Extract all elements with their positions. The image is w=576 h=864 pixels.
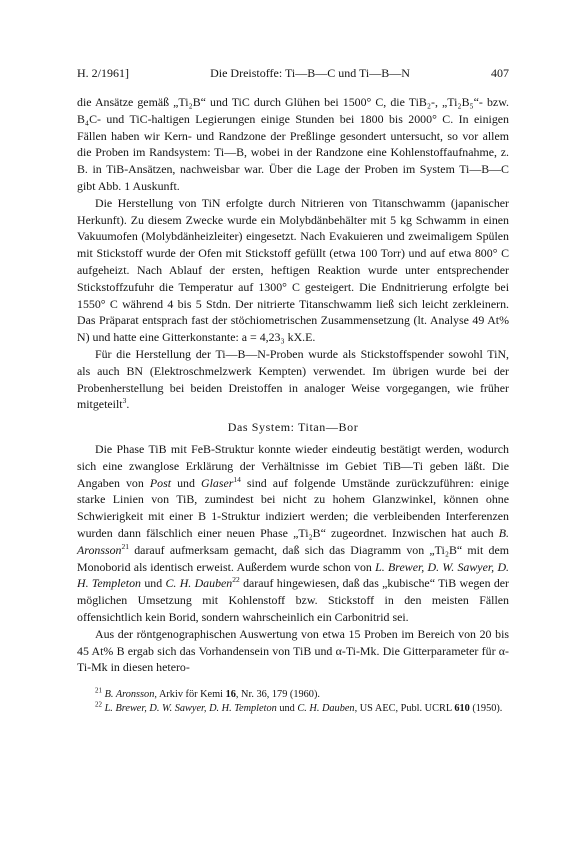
footnote-ref-21: 21 <box>121 541 129 551</box>
authors-brewer-sawyer-templeton: L. Brewer, D. W. Sawyer, D. H. Templeton <box>77 559 510 591</box>
footnote-text: , US AEC, Publ. UCRL <box>354 703 455 715</box>
footnote-author: L. Brewer, D. W. Sawyer, D. H. Templeton <box>104 703 277 715</box>
footnote-volume: 16 <box>225 689 236 701</box>
author-post: Post <box>149 475 172 490</box>
footnote-22 <box>77 702 509 716</box>
footnote-text-end: (1950). <box>469 703 503 715</box>
footnote-author: B. Aronsson <box>104 689 155 701</box>
footnotes <box>77 688 509 716</box>
footnote-volume: 610 <box>454 703 470 715</box>
footnote-author-2: C. H. Dauben <box>297 703 355 715</box>
paragraph-4-und: und <box>171 475 201 490</box>
footnote-ref-14: 14 <box>233 474 241 484</box>
paragraph-4-text-c: darauf aufmerksam gemacht, daß sich das Diagramm von „Ti₂B“ mit dem Monoborid als identisch erweist. Außerdem wurde schon von <box>77 542 509 574</box>
paragraph-2: Die Herstellung von TiN erfolgte durch Nitrieren von Titanschwamm (japanischer Herkunft). Zu diesem Zwecke wurde ein Molybdänbehälter mit 5 kg Schwamm in einen Vakuumofen (Molybdänheizleiter) eingesetzt. Nach Evakuieren und zweimaligem Spülen mit Stickstoff wurde der Ofen mit Stickstoff gefüllt (etwa 100 Torr) und auf etwa 800° C aufgeheizt. Nach Ablauf der ersten, heftigen Reaktion wurde unter entsprechender Stickstoffzufuhr die Temperatur auf 1300° C gesteigert. Die Endnitrierung erfolgte bei 1550° C während 4 bis 5 Stdn. Der nitrierte Titanschwamm ließ sich leicht zerkleinern. Das Präparat entsprach fast der stöchiometrischen Zusammensetzung (lt. Analyse 49 At% N) und hatte eine Gitterkonstante: a = 4,23₃ kX.E. <box>77 195 509 345</box>
page <box>77 66 509 716</box>
author-aronsson: B. Aronsson <box>77 525 509 557</box>
footnote-number: 22 <box>95 700 102 709</box>
footnote-text-end: , Nr. 36, 179 (1960). <box>235 689 320 701</box>
paragraph-4-text-d: darauf hingewiesen, daß das „kubische“ TiB wegen der möglichen Umsetzung mit Kohlenstoff bzw. Stickstoff in den meisten Fällen offensichtlich kein Borid, sondern wahrscheinlich ein Carbonitrid sei. <box>77 576 510 624</box>
footnote-und: und <box>276 703 298 715</box>
paragraph-1: die Ansätze gemäß „Ti₂B“ und TiC durch Glühen bei 1500° C, die TiB₂-, „Ti₂B₅“- bzw. B₄C- und TiC-haltigen Legierungen einige Stunden bei 1800 bis 2000° C. In einigen Fällen haben wir Kern- und Randzone der Preßlinge gesondert untersucht, so vor allem die Proben im Randsystem: Ti—B, wobei in der Randzone eine Kohlenstoffaufnahme, z. B. in TiB-Ansätzen, nachweisbar war. Über die Lage der Proben im System Ti—B—C gibt Abb. 1 Auskunft. <box>77 95 509 193</box>
paragraph-3-text: Für die Herstellung der Ti—B—N-Proben wurde als Stickstoffspender sowohl TiN, als auch BN (Elektroschmelzwerk Kempten) verwendet. Im übrigen wurde bei der Probenherstellung bei beiden Dreistoffen in analoger Weise vorgegangen, wie früher mitgeteilt <box>77 346 509 412</box>
footnote-21 <box>77 688 509 702</box>
page-number: 407 <box>491 66 509 80</box>
footnote-number: 21 <box>95 686 102 695</box>
footnote-text: , Arkiv för Kemi <box>154 689 226 701</box>
paragraph-4-text-b: sind auf folgende Umstände zurückzuführen: einige starke Linien von TiB, zumindest bei nicht zu hohem Glanzwinkel, können ohne Schwierigkeit mit einer B 1-Struktur indiziert werden; die verbleibenden Interferenzen wurden dann fälschlich einer neuen Phase „Ti₂B“ zugeordnet. Inzwischen hat auch <box>77 475 509 540</box>
body-text <box>77 94 509 676</box>
author-dauben: C. H. Dauben <box>165 576 233 591</box>
paragraph-3 <box>77 346 509 413</box>
running-header <box>77 66 509 81</box>
footnote-ref-22: 22 <box>232 575 240 585</box>
paragraph-3-end: . <box>126 397 130 412</box>
paragraph-5: Aus der röntgenographischen Auswertung von etwa 15 Proben im Bereich von 20 bis 45 At% B ergab sich das Vorhandensein von TiB und α-Ti-Mk. Die Gitterparameter für α-Ti-Mk in diesen hetero- <box>77 626 509 675</box>
running-title: Die Dreistoffe: Ti—B—C und Ti—B—N <box>210 66 410 80</box>
paragraph-4-text-a: Die Phase TiB mit FeB-Struktur konnte wieder eindeutig bestätigt werden, wodurch sich eine zwanglose Erklärung der Verhältnisse im Gebiet TiB—Ti geben läßt. Die Angaben von <box>77 441 509 490</box>
journal-issue: H. 2/1961] <box>77 66 129 80</box>
paragraph-4-und-2: und <box>141 576 166 591</box>
section-heading: Das System: Titan—Bor <box>227 420 359 435</box>
paragraph-4 <box>77 441 509 626</box>
footnote-ref-3: 3 <box>122 396 127 406</box>
author-glaser: Glaser <box>200 475 234 490</box>
